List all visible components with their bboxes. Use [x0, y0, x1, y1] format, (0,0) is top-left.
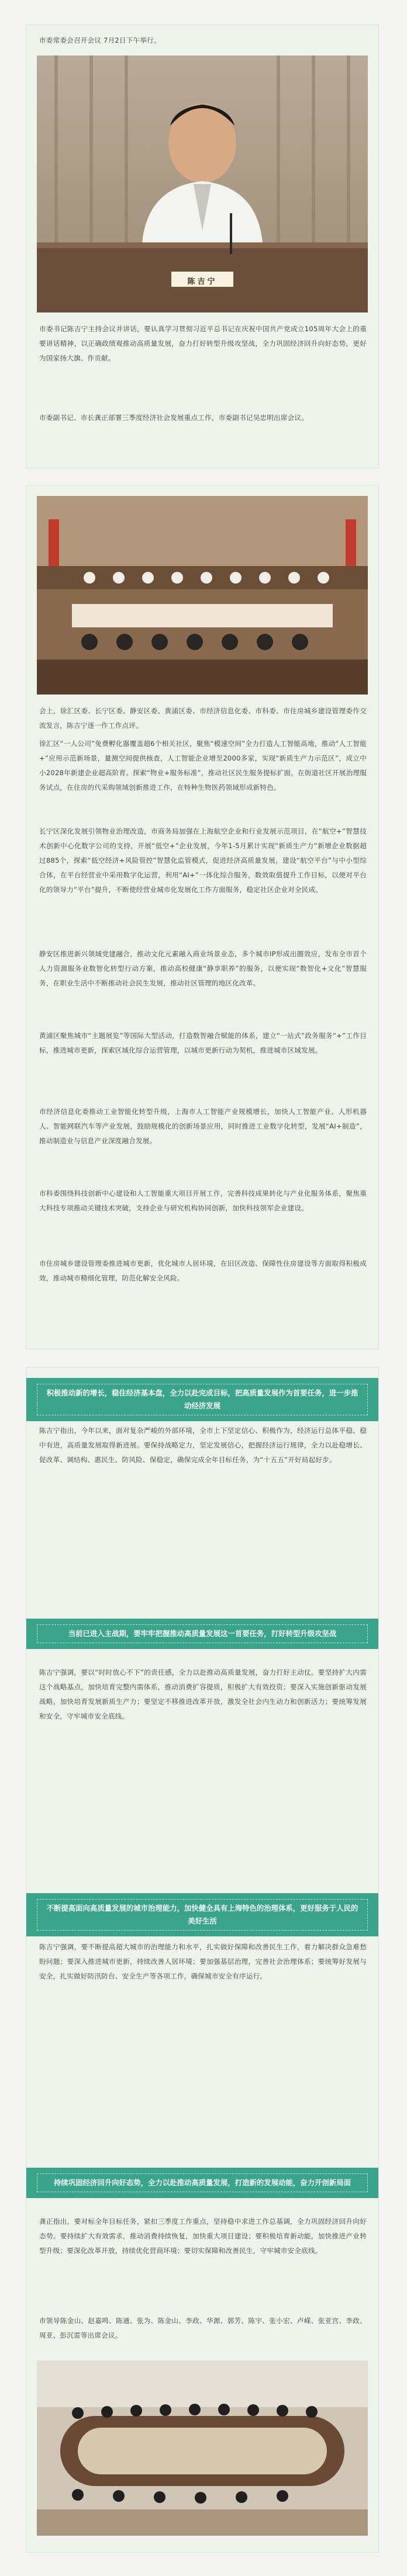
- middle-paragraph-5: 黄浦区聚焦城市“主题展览”等国际大型活动，打造数智融合赋能的体系，建立“一站式”政务服务“+”工作目标，推进城市更新，探索区域化综合运营管理，以城市更新行动为契机，推进城市区域发展。: [39, 1032, 367, 1054]
- section-4-header: [26, 2168, 378, 2198]
- middle-paragraph-2: 徐汇区“一人公司”免费孵化器覆盖超6个相关社区，聚焦“模速空间”全力打造人工智能高地，推动“人工智能+”应用示范新场景，量测空间提供核查，人工智能企业增至2000多家，实现“新质生产力示范区”，成立中小2028年新建企业超高阶育。探索“物业+服务标准”，推动社区民生服务提标扩面，在街道社区开展治理服务试点，在住房的代采购领域创新推进工作，在特种生物医药领域形成新特色。: [39, 740, 367, 791]
- middle-paragraph-3: 长宁区深化发展引领物业治理改造，市商务局加强在上海航空企业和行业发展示范项目，在“航空+”智慧技术创新中心化数字公司的支持，开展“低空+”企业发展，今年1-5月累计实现“新质生产力”新增企业数据超过885个，探索“低空经济+风险管控”智慧化监管模式，促进经济高质量发展，建设“航空平台”与中小型综合体，在平台经营业中采用数字化运营，利用“AI+”一体化综合服务，数效取值提升工作目标，以便对平台化的领导力“平台”提升，不断使经营业城市化发展化工作方面服务，稳定社区企业对全民成。: [39, 827, 367, 894]
- lead-text: 市委常委会召开会议 7月2日下午举行。: [39, 36, 161, 44]
- middle-paragraph-4: 静安区推进新兴领域党建融合，推动文化元素融入商业场景业态，多个城市IP形成出圈效应，发布全市首个人力资源服务业数智化转型行动方案，推动高校健康“静享职养”的服务，以便实现“数智化+文化”智慧服务，在职业生活中不断推动社会民生发展，推动社区管理的地区化改革。: [39, 950, 367, 987]
- section-3-body: 陈吉宁强调，要不断提高超大城市的治理能力和水平，扎实做好保障和改善民生工作，着力解决群众急难愁盼问题；要深入推进城市更新，持续改善人居环境；要加强基层治理，完善社会治理体系；要统筹好发展与安全，扎实做好防汛防台、安全生产等各项工作，确保城市安全有序运行。: [39, 1943, 367, 1980]
- middle-card: [26, 485, 379, 1349]
- attendees-text: 市领导陈金山、赵嘉鸣、陈通、张为、陈金山、李政、华源、郭芳、陈宇、张小宏、卢嵘、张亚宫、李政、周亚、彭沉雷等出席会议。: [39, 2317, 367, 2339]
- section-2-body: 陈吉宁强调，要以“时时放心不下”的责任感，全力以赴推动高质量发展，奋力打好主动仗。要坚持扩大内需这个战略基点，加快培育完整内需体系，推动消费扩容提质，积极扩大有效投资；要深入实施创新驱动发展战略，加快培育发展新质生产力；要坚定不移推进改革开放，激发全社会内生动力和创新活力；要统筹发展和安全，守牢城市安全底线。: [39, 1668, 367, 1720]
- section-2-title: 当前已进入主战期，要牢牢把握推动高质量发展这一首要任务，打好转型升级攻坚战: [37, 1624, 368, 1643]
- closing-photo: [37, 2360, 368, 2536]
- nameplate: 陈吉宁: [187, 277, 218, 286]
- speaker-photo: [37, 55, 368, 313]
- intro-card: [26, 25, 379, 468]
- intro-paragraph-1: 市委书记陈吉宁主持会议并讲话，要认真学习贯彻习近平总书记在庆祝中国共产党成立105周年大会上的重要讲话精神，以正确政绩观推动高质量发展，奋力打好转型升级攻坚战，全力巩固经济回升向好态势，更好为国家扬大旗、作贡献。: [39, 325, 367, 362]
- middle-paragraph-6: 市经济信息化委推动工业智能化转型升级，上海市人工智能产业规模增长，加快人工智能产业、人形机器人、智能网联汽车等产业发展，鼓励规模化的创新场景应用，同时推进工业数字化转型，发展“AI+制造”，推动制造业与信息产业深度融合发展。: [39, 1108, 367, 1145]
- meeting-photo: [37, 496, 368, 695]
- intro-paragraph-2: 市委副书记、市长龚正部署三季度经济社会发展重点工作，市委副书记吴忠明出席会议。: [39, 414, 308, 422]
- section-1-body: 陈吉宁指出，今年以来，面对复杂严峻的外部环境，全市上下坚定信心、积极作为，经济运行总体平稳、稳中有进，高质量发展取得新进展。要保持战略定力，坚定发展信心，把握经济运行规律，全力以赴稳增长、促改革、调结构、惠民生、防风险、保稳定，确保完成全年目标任务，为“十五五”开好局起好步。: [39, 1426, 367, 1464]
- section-1-header: [26, 1378, 378, 1421]
- section-4-title: 持续巩固经济回升向好态势，全力以赴推动高质量发展，打造新的发展动能，奋力开创新局面: [37, 2174, 368, 2192]
- middle-paragraph-1: 会上，徐汇区委、长宁区委、静安区委、黄浦区委、市经济信息化委、市科委、市住房城乡建设管理委作交流发言，陈吉宁逐一作工作点评。: [39, 707, 367, 730]
- section-1-title: 积极推动新的增长，稳住经济基本盘，全力以赴完成目标，把高质量发展作为首要任务，进一步推动经济发展: [37, 1384, 368, 1415]
- middle-paragraph-7: 市科委围绕科技创新中心建设和人工智能重大项目开展工作，完善科技成果转化与产业化服务体系，聚焦重大科技专项推动关键技术突破，支持企业与研究机构协同创新，加快科技领军企业建设。: [39, 1189, 367, 1212]
- sections-card: [26, 1367, 379, 2553]
- middle-paragraph-8: 市住房城乡建设管理委推进城市更新，优化城市人居环境，在旧区改造、保障性住房建设等方面取得积极成效，推动城市精细化管理，防范化解安全风险。: [39, 1259, 367, 1282]
- section-3-title: 不断提高面向高质量发展的城市治理能力，加快健全具有上海特色的治理体系，更好服务于人民的美好生活: [37, 1899, 368, 1931]
- section-3-header: [26, 1893, 378, 1936]
- section-2-header: [26, 1619, 378, 1649]
- section-4-body: 龚正指出，要对标全年目标任务，紧扣三季度工作重点，坚持稳中求进工作总基调，全力巩固经济回升向好态势。要持续扩大有效需求，推动消费持续恢复，加快重大项目建设；要积极培育新动能，加快推进产业转型升级；要深化改革开放，持续优化营商环境；要切实保障和改善民生，守牢城市安全底线。: [39, 2217, 367, 2255]
